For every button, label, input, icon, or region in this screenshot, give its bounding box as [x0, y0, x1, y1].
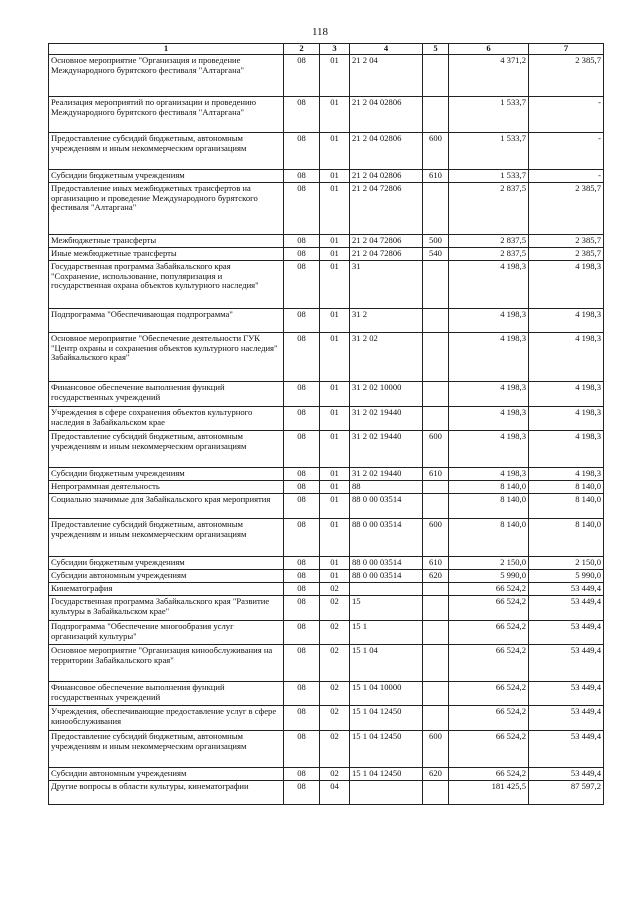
- amount-col6-cell: 5 990,0: [449, 570, 529, 583]
- row-name-cell: Основное мероприятие "Обеспечение деятельности ГУК "Центр охраны и сохранения объектов культурного наследия" Забайкальского края": [49, 333, 284, 382]
- amount-col7-cell: 53 449,4: [529, 596, 604, 621]
- amount-col7-cell: 2 385,7: [529, 183, 604, 235]
- amount-col7-cell: 53 449,4: [529, 731, 604, 768]
- table-row: [49, 309, 604, 333]
- section-code-cell: 08: [284, 570, 320, 583]
- table-row: [49, 731, 604, 768]
- header-col-2: 2: [284, 44, 320, 55]
- table-row: [49, 55, 604, 97]
- subsection-code-cell: 02: [320, 596, 350, 621]
- expense-type-cell: [423, 583, 449, 596]
- row-name-cell: Предоставление субсидий бюджетным, автономным учреждениям и иным некоммерческим организациям: [49, 731, 284, 768]
- amount-col6-cell: 1 533,7: [449, 170, 529, 183]
- section-code-cell: 08: [284, 97, 320, 133]
- row-name-cell: Учреждения, обеспечивающие предоставление услуг в сфере кинообслуживания: [49, 706, 284, 731]
- expense-type-cell: [423, 781, 449, 805]
- subsection-code-cell: 01: [320, 557, 350, 570]
- expense-type-cell: [423, 706, 449, 731]
- amount-col7-cell: -: [529, 133, 604, 170]
- page-number: 118: [311, 26, 329, 38]
- amount-col6-cell: 8 140,0: [449, 519, 529, 557]
- target-article-cell: 31 2 02 19440: [350, 468, 423, 481]
- amount-col7-cell: 2 385,7: [529, 248, 604, 261]
- section-code-cell: 08: [284, 519, 320, 557]
- amount-col7-cell: 53 449,4: [529, 768, 604, 781]
- row-name-cell: Другие вопросы в области культуры, кинематографии: [49, 781, 284, 805]
- amount-col7-cell: 53 449,4: [529, 645, 604, 682]
- row-name-cell: Субсидии автономным учреждениям: [49, 768, 284, 781]
- subsection-code-cell: 02: [320, 768, 350, 781]
- target-article-cell: 31 2 02 10000: [350, 382, 423, 407]
- expense-type-cell: [423, 309, 449, 333]
- row-name-cell: Предоставление субсидий бюджетным, автономным учреждениям и иным некоммерческим организациям: [49, 431, 284, 468]
- target-article-cell: 15 1: [350, 621, 423, 645]
- header-row: [49, 44, 604, 55]
- header-col-3: 3: [320, 44, 350, 55]
- section-code-cell: 08: [284, 781, 320, 805]
- subsection-code-cell: 02: [320, 621, 350, 645]
- section-code-cell: 08: [284, 557, 320, 570]
- amount-col6-cell: 66 524,2: [449, 768, 529, 781]
- table-row: [49, 481, 604, 494]
- section-code-cell: 08: [284, 431, 320, 468]
- row-name-cell: Финансовое обеспечение выполнения функций государственных учреждений: [49, 682, 284, 706]
- expense-type-cell: [423, 333, 449, 382]
- expense-type-cell: 540: [423, 248, 449, 261]
- amount-col7-cell: 4 198,3: [529, 468, 604, 481]
- subsection-code-cell: 02: [320, 731, 350, 768]
- amount-col7-cell: -: [529, 97, 604, 133]
- target-article-cell: 88 0 00 03514: [350, 494, 423, 519]
- amount-col7-cell: 8 140,0: [529, 519, 604, 557]
- table-row: [49, 596, 604, 621]
- amount-col7-cell: 8 140,0: [529, 481, 604, 494]
- target-article-cell: 21 2 04 02806: [350, 97, 423, 133]
- row-name-cell: Учреждения в сфере сохранения объектов культурного наследия в Забайкальском крае: [49, 407, 284, 431]
- table-row: [49, 382, 604, 407]
- row-name-cell: Социально значимые для Забайкальского края мероприятия: [49, 494, 284, 519]
- amount-col6-cell: 4 198,3: [449, 309, 529, 333]
- expense-type-cell: 600: [423, 133, 449, 170]
- subsection-code-cell: 01: [320, 55, 350, 97]
- amount-col7-cell: 4 198,3: [529, 309, 604, 333]
- row-name-cell: Подпрограмма "Обеспечение многообразия услуг организаций культуры": [49, 621, 284, 645]
- table-row: [49, 519, 604, 557]
- target-article-cell: 21 2 04: [350, 55, 423, 97]
- subsection-code-cell: 02: [320, 682, 350, 706]
- amount-col7-cell: 2 385,7: [529, 235, 604, 248]
- amount-col6-cell: 66 524,2: [449, 596, 529, 621]
- table-row: [49, 768, 604, 781]
- subsection-code-cell: 01: [320, 570, 350, 583]
- amount-col7-cell: 5 990,0: [529, 570, 604, 583]
- amount-col6-cell: 1 533,7: [449, 97, 529, 133]
- subsection-code-cell: 01: [320, 407, 350, 431]
- amount-col7-cell: 8 140,0: [529, 494, 604, 519]
- section-code-cell: 08: [284, 583, 320, 596]
- amount-col7-cell: 4 198,3: [529, 261, 604, 309]
- expense-type-cell: [423, 261, 449, 309]
- subsection-code-cell: 02: [320, 583, 350, 596]
- expense-type-cell: [423, 621, 449, 645]
- section-code-cell: 08: [284, 645, 320, 682]
- section-code-cell: 08: [284, 235, 320, 248]
- table-row: [49, 645, 604, 682]
- subsection-code-cell: 01: [320, 309, 350, 333]
- amount-col6-cell: 66 524,2: [449, 621, 529, 645]
- section-code-cell: 08: [284, 309, 320, 333]
- expense-type-cell: 610: [423, 557, 449, 570]
- target-article-cell: 21 2 04 02806: [350, 170, 423, 183]
- target-article-cell: 21 2 04 72806: [350, 235, 423, 248]
- amount-col6-cell: 8 140,0: [449, 481, 529, 494]
- table-row: [49, 682, 604, 706]
- target-article-cell: 15 1 04 12450: [350, 731, 423, 768]
- target-article-cell: 15 1 04: [350, 645, 423, 682]
- expense-type-cell: [423, 97, 449, 133]
- amount-col7-cell: 53 449,4: [529, 682, 604, 706]
- amount-col7-cell: 2 150,0: [529, 557, 604, 570]
- expense-type-cell: 620: [423, 768, 449, 781]
- amount-col6-cell: 2 837,5: [449, 248, 529, 261]
- row-name-cell: Государственная программа Забайкальского края "Развитие культуры в Забайкальском крае": [49, 596, 284, 621]
- expense-type-cell: 600: [423, 431, 449, 468]
- target-article-cell: 31 2 02 19440: [350, 407, 423, 431]
- section-code-cell: 08: [284, 481, 320, 494]
- target-article-cell: 21 2 04 72806: [350, 248, 423, 261]
- row-name-cell: Непрограммная деятельность: [49, 481, 284, 494]
- section-code-cell: 08: [284, 170, 320, 183]
- table-row: [49, 333, 604, 382]
- row-name-cell: Субсидии автономным учреждениям: [49, 570, 284, 583]
- amount-col6-cell: 2 837,5: [449, 235, 529, 248]
- subsection-code-cell: 01: [320, 481, 350, 494]
- amount-col6-cell: 4 198,3: [449, 261, 529, 309]
- target-article-cell: 88: [350, 481, 423, 494]
- header-col-1: 1: [49, 44, 284, 55]
- header-col-4: 4: [350, 44, 423, 55]
- amount-col6-cell: 2 150,0: [449, 557, 529, 570]
- row-name-cell: Подпрограмма "Обеспечивающая подпрограмма": [49, 309, 284, 333]
- target-article-cell: [350, 781, 423, 805]
- expense-type-cell: [423, 682, 449, 706]
- amount-col6-cell: 1 533,7: [449, 133, 529, 170]
- expense-type-cell: [423, 407, 449, 431]
- table-row: [49, 133, 604, 170]
- expense-type-cell: 610: [423, 468, 449, 481]
- table-row: [49, 261, 604, 309]
- target-article-cell: 15 1 04 12450: [350, 706, 423, 731]
- target-article-cell: 21 2 04 72806: [350, 183, 423, 235]
- subsection-code-cell: 01: [320, 494, 350, 519]
- section-code-cell: 08: [284, 261, 320, 309]
- row-name-cell: Основное мероприятие "Организация и проведение Международного бурятского фестиваля "Алтаргана": [49, 55, 284, 97]
- row-name-cell: Предоставление иных межбюджетных трансфертов на организацию и проведение Международного бурятского фестиваля "Алтаргана": [49, 183, 284, 235]
- table-row: [49, 557, 604, 570]
- amount-col6-cell: 66 524,2: [449, 645, 529, 682]
- subsection-code-cell: 01: [320, 170, 350, 183]
- amount-col6-cell: 4 198,3: [449, 407, 529, 431]
- target-article-cell: 88 0 00 03514: [350, 557, 423, 570]
- amount-col7-cell: 4 198,3: [529, 431, 604, 468]
- target-article-cell: 31 2: [350, 309, 423, 333]
- target-article-cell: 31 2 02: [350, 333, 423, 382]
- target-article-cell: 88 0 00 03514: [350, 519, 423, 557]
- amount-col6-cell: 4 198,3: [449, 382, 529, 407]
- section-code-cell: 08: [284, 731, 320, 768]
- amount-col6-cell: 4 198,3: [449, 468, 529, 481]
- amount-col6-cell: 181 425,5: [449, 781, 529, 805]
- amount-col7-cell: 4 198,3: [529, 382, 604, 407]
- target-article-cell: 15 1 04 10000: [350, 682, 423, 706]
- expense-type-cell: [423, 645, 449, 682]
- table-row: [49, 583, 604, 596]
- table-row: [49, 248, 604, 261]
- row-name-cell: Кинематография: [49, 583, 284, 596]
- table-row: [49, 570, 604, 583]
- amount-col6-cell: 2 837,5: [449, 183, 529, 235]
- row-name-cell: Иные межбюджетные трансферты: [49, 248, 284, 261]
- amount-col7-cell: -: [529, 170, 604, 183]
- subsection-code-cell: 01: [320, 261, 350, 309]
- target-article-cell: [350, 583, 423, 596]
- section-code-cell: 08: [284, 183, 320, 235]
- amount-col7-cell: 87 597,2: [529, 781, 604, 805]
- table-row: [49, 431, 604, 468]
- section-code-cell: 08: [284, 382, 320, 407]
- amount-col7-cell: 53 449,4: [529, 583, 604, 596]
- amount-col6-cell: 4 198,3: [449, 333, 529, 382]
- subsection-code-cell: 01: [320, 133, 350, 170]
- subsection-code-cell: 01: [320, 235, 350, 248]
- section-code-cell: 08: [284, 494, 320, 519]
- expense-type-cell: [423, 183, 449, 235]
- row-name-cell: Субсидии бюджетным учреждениям: [49, 468, 284, 481]
- expense-type-cell: [423, 494, 449, 519]
- row-name-cell: Межбюджетные трансферты: [49, 235, 284, 248]
- expense-type-cell: 610: [423, 170, 449, 183]
- subsection-code-cell: 04: [320, 781, 350, 805]
- section-code-cell: 08: [284, 333, 320, 382]
- target-article-cell: 15 1 04 12450: [350, 768, 423, 781]
- subsection-code-cell: 01: [320, 468, 350, 481]
- expense-type-cell: [423, 55, 449, 97]
- table-row: [49, 781, 604, 805]
- section-code-cell: 08: [284, 682, 320, 706]
- amount-col7-cell: 53 449,4: [529, 621, 604, 645]
- expense-type-cell: 600: [423, 731, 449, 768]
- section-code-cell: 08: [284, 621, 320, 645]
- expense-type-cell: 500: [423, 235, 449, 248]
- row-name-cell: Субсидии бюджетным учреждениям: [49, 170, 284, 183]
- expense-type-cell: [423, 596, 449, 621]
- amount-col6-cell: 66 524,2: [449, 706, 529, 731]
- budget-table: [48, 43, 604, 805]
- section-code-cell: 08: [284, 55, 320, 97]
- header-col-5: 5: [423, 44, 449, 55]
- subsection-code-cell: 01: [320, 519, 350, 557]
- section-code-cell: 08: [284, 768, 320, 781]
- subsection-code-cell: 01: [320, 248, 350, 261]
- amount-col7-cell: 2 385,7: [529, 55, 604, 97]
- header-col-7: 7: [529, 44, 604, 55]
- table-row: [49, 183, 604, 235]
- target-article-cell: 88 0 00 03514: [350, 570, 423, 583]
- table-row: [49, 170, 604, 183]
- amount-col6-cell: 4 198,3: [449, 431, 529, 468]
- target-article-cell: 31: [350, 261, 423, 309]
- subsection-code-cell: 01: [320, 183, 350, 235]
- header-col-6: 6: [449, 44, 529, 55]
- table-row: [49, 494, 604, 519]
- row-name-cell: Финансовое обеспечение выполнения функций государственных учреждений: [49, 382, 284, 407]
- table-row: [49, 97, 604, 133]
- subsection-code-cell: 01: [320, 333, 350, 382]
- section-code-cell: 08: [284, 706, 320, 731]
- section-code-cell: 08: [284, 407, 320, 431]
- expense-type-cell: [423, 382, 449, 407]
- subsection-code-cell: 02: [320, 645, 350, 682]
- target-article-cell: 21 2 04 02806: [350, 133, 423, 170]
- amount-col6-cell: 66 524,2: [449, 682, 529, 706]
- amount-col6-cell: 66 524,2: [449, 583, 529, 596]
- row-name-cell: Реализация мероприятий по организации и проведению Международного бурятского фестиваля "Алтаргана": [49, 97, 284, 133]
- amount-col7-cell: 4 198,3: [529, 333, 604, 382]
- row-name-cell: Государственная программа Забайкальского края "Сохранение, использование, популяризация и государственная охрана объектов культурного наследия": [49, 261, 284, 309]
- amount-col6-cell: 66 524,2: [449, 731, 529, 768]
- target-article-cell: 31 2 02 19440: [350, 431, 423, 468]
- row-name-cell: Предоставление субсидий бюджетным, автономным учреждениям и иным некоммерческим организациям: [49, 133, 284, 170]
- section-code-cell: 08: [284, 596, 320, 621]
- amount-col7-cell: 4 198,3: [529, 407, 604, 431]
- subsection-code-cell: 01: [320, 97, 350, 133]
- expense-type-cell: 600: [423, 519, 449, 557]
- section-code-cell: 08: [284, 133, 320, 170]
- subsection-code-cell: 01: [320, 431, 350, 468]
- expense-type-cell: 620: [423, 570, 449, 583]
- amount-col6-cell: 8 140,0: [449, 494, 529, 519]
- row-name-cell: Субсидии бюджетным учреждениям: [49, 557, 284, 570]
- expense-type-cell: [423, 481, 449, 494]
- amount-col6-cell: 4 371,2: [449, 55, 529, 97]
- subsection-code-cell: 01: [320, 382, 350, 407]
- subsection-code-cell: 02: [320, 706, 350, 731]
- section-code-cell: 08: [284, 468, 320, 481]
- section-code-cell: 08: [284, 248, 320, 261]
- table-row: [49, 235, 604, 248]
- target-article-cell: 15: [350, 596, 423, 621]
- row-name-cell: Предоставление субсидий бюджетным, автономным учреждениям и иным некоммерческим организациям: [49, 519, 284, 557]
- table-row: [49, 468, 604, 481]
- table-row: [49, 407, 604, 431]
- table-row: [49, 706, 604, 731]
- amount-col7-cell: 53 449,4: [529, 706, 604, 731]
- table-row: [49, 621, 604, 645]
- row-name-cell: Основное мероприятие "Организация кинообслуживания на территории Забайкальского края": [49, 645, 284, 682]
